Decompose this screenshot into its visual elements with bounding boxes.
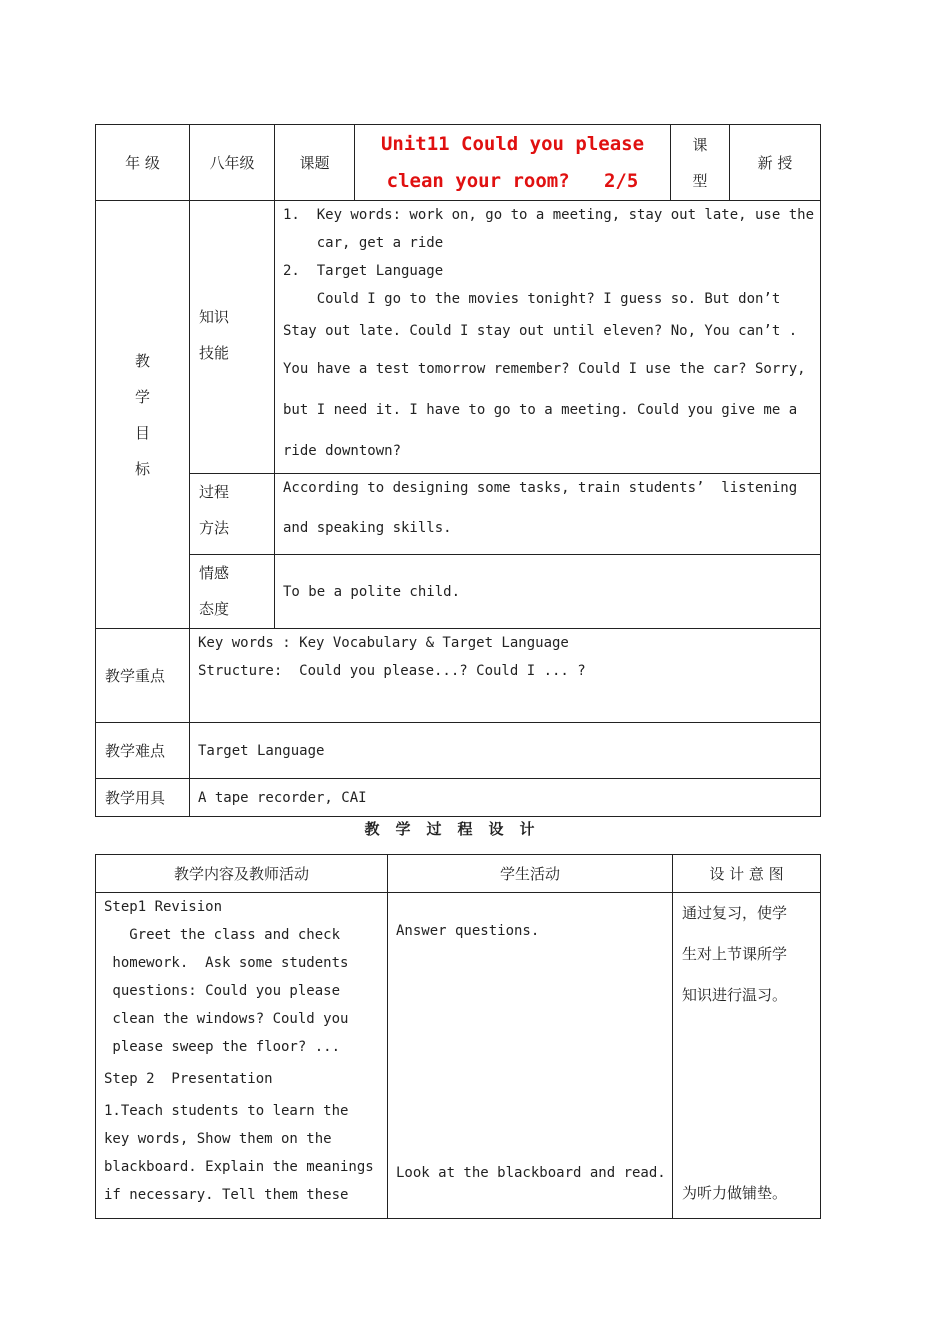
knowledge-line: You have a test tomorrow remember? Could I use the car? Sorry, xyxy=(283,361,806,377)
focus-content xyxy=(190,629,821,723)
emotion-row xyxy=(96,555,821,629)
process-content-row xyxy=(96,893,821,1219)
emotion-content: To be a polite child. xyxy=(275,555,821,629)
knowledge-line: Could I go to the movies tonight? I guess so. But don’t xyxy=(283,291,781,307)
focus-label: 教学重点 xyxy=(96,629,190,723)
aids-content: A tape recorder, CAI xyxy=(190,779,821,817)
teacher-line: clean the windows? Could you xyxy=(104,1011,349,1027)
focus-line: Key words : Key Vocabulary & Target Language xyxy=(198,635,569,651)
section-title: 教学过程设计 xyxy=(364,820,551,838)
topic-title-line-1: Unit11 Could you please xyxy=(380,132,645,155)
teacher-line: blackboard. Explain the meanings xyxy=(104,1159,374,1175)
emotion-label xyxy=(190,555,275,629)
difficulty-label: 教学难点 xyxy=(96,723,190,779)
intent-line: 通过复习，使学 xyxy=(682,904,788,922)
knowledge-line: Stay out late. Could I stay out until eleven? No, You can’t . xyxy=(283,323,798,339)
objectives-label-char: 标 xyxy=(134,459,150,478)
design-intent-header: 设 计 意 图 xyxy=(673,855,821,893)
difficulty-content: Target Language xyxy=(190,723,821,779)
knowledge-line: 1. Key words: work on, go to a meeting, stay out late, use the xyxy=(283,207,815,223)
teacher-activity-header: 教学内容及教师活动 xyxy=(96,855,388,893)
objectives-label-char: 目 xyxy=(134,423,150,442)
process-row xyxy=(96,474,821,555)
knowledge-content xyxy=(275,201,821,474)
aids-row xyxy=(96,779,821,817)
objectives-label-char: 教 xyxy=(134,351,150,370)
lesson-type-label-2: 型 xyxy=(692,171,708,190)
topic-title xyxy=(355,125,671,201)
knowledge-label-line: 技能 xyxy=(199,344,230,362)
topic-label: 课题 xyxy=(275,125,355,201)
process-content xyxy=(275,474,821,555)
step2-heading: Step 2 Presentation xyxy=(104,1071,273,1087)
knowledge-row xyxy=(96,201,821,474)
teacher-line: questions: Could you please xyxy=(104,983,341,999)
knowledge-line: but I need it. I have to go to a meeting. Could you give me a xyxy=(283,402,798,418)
teacher-activity-cell xyxy=(96,893,388,1219)
intent-line: 生对上节课所学 xyxy=(682,945,788,963)
process-line: and speaking skills. xyxy=(283,520,452,536)
topic-title-line-2: clean your room? 2/5 xyxy=(386,169,639,192)
knowledge-line: ride downtown? xyxy=(283,443,402,459)
teacher-line: key words, Show them on the xyxy=(104,1131,332,1147)
teacher-line: homework. Ask some students xyxy=(104,955,349,971)
focus-line: Structure: Could you please...? Could I ... ? xyxy=(198,663,586,679)
intent-line: 为听力做铺垫。 xyxy=(682,1184,788,1202)
grade-value: 八年级 xyxy=(190,125,275,201)
objectives-label xyxy=(96,201,190,629)
knowledge-line: car, get a ride xyxy=(283,235,444,251)
emotion-label-line: 情感 xyxy=(199,564,230,582)
student-activity-header: 学生活动 xyxy=(388,855,673,893)
design-intent-cell xyxy=(673,893,821,1219)
knowledge-label-line: 知识 xyxy=(199,308,230,326)
difficulty-row xyxy=(96,723,821,779)
teacher-line: Step1 Revision xyxy=(104,899,223,915)
teacher-line: 1.Teach students to learn the xyxy=(104,1103,349,1119)
process-label-line: 过程 xyxy=(199,483,230,501)
process-header-row xyxy=(96,855,821,893)
teacher-line: please sweep the floor? ... xyxy=(104,1039,341,1055)
lesson-plan-table xyxy=(95,124,821,817)
aids-label: 教学用具 xyxy=(96,779,190,817)
process-table xyxy=(95,854,821,1219)
knowledge-line: 2. Target Language xyxy=(283,263,444,279)
lesson-type-value: 新 授 xyxy=(730,125,821,201)
student-activity-1: Answer questions. xyxy=(396,923,540,939)
process-label-line: 方法 xyxy=(199,519,230,537)
grade-label: 年 级 xyxy=(96,125,190,201)
objectives-label-char: 学 xyxy=(134,387,150,406)
process-label xyxy=(190,474,275,555)
intent-line: 知识进行温习。 xyxy=(682,986,788,1004)
student-activity-cell xyxy=(388,893,673,1219)
student-activity-2: Look at the blackboard and read. xyxy=(396,1165,666,1181)
emotion-label-line: 态度 xyxy=(199,600,230,618)
lesson-type-label xyxy=(671,125,730,201)
header-row xyxy=(96,125,821,201)
focus-row xyxy=(96,629,821,723)
process-line: According to designing some tasks, train students’ listening xyxy=(283,480,798,496)
knowledge-label xyxy=(190,201,275,474)
teacher-line: if necessary. Tell them these xyxy=(104,1187,349,1203)
teacher-line: Greet the class and check xyxy=(104,927,341,943)
lesson-type-label-1: 课 xyxy=(692,135,708,154)
